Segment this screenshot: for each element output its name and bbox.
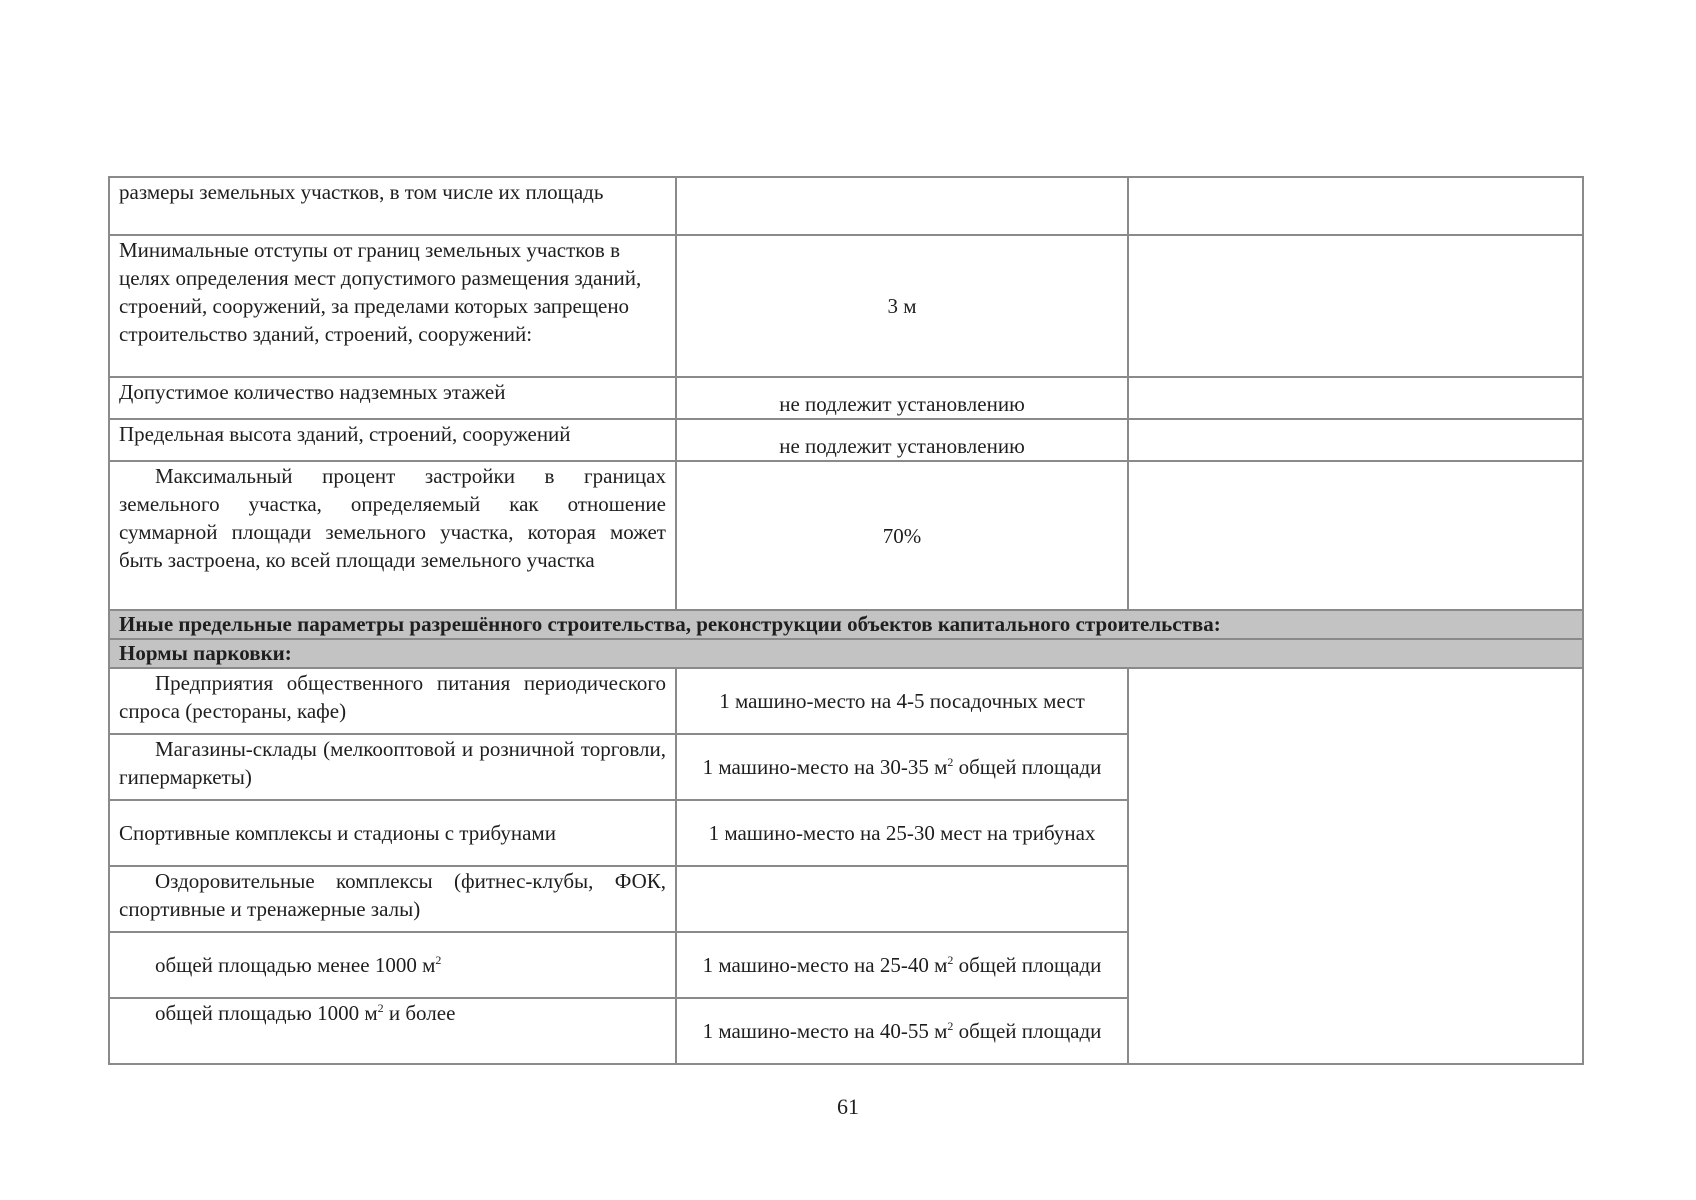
table-row [109,668,1583,734]
parameter-cell: Магазины-склады (мелкооптовой и розничной торговли, гипермаркеты) [109,734,676,800]
parameter-cell: общей площадью 1000 $м^2$ и более [109,998,676,1064]
value-cell: не подлежит установлению [676,377,1128,419]
note-cell [1128,177,1583,235]
note-cell [1128,461,1583,610]
note-cell [1128,235,1583,377]
parameter-cell: общей площадью менее 1000 $м^2$ [109,932,676,998]
value-cell: 3 м [676,235,1128,377]
value-cell [676,177,1128,235]
parameter-cell: Предприятия общественного питания периодического спроса (рестораны, кафе) [109,668,676,734]
parameter-cell: Допустимое количество надземных этажей [109,377,676,419]
value-cell: 1 машино-место на 25-30 мест на трибунах [676,800,1128,866]
section-header-row [109,610,1583,639]
table-row [109,377,1583,419]
parameter-cell: Максимальный процент застройки в границах земельного участка, определяемый как отношение суммарной площади земельного участка, которая может быть застроена, ко всей площади земельного участка [109,461,676,610]
value-cell: не подлежит установлению [676,419,1128,461]
value-cell: 70% [676,461,1128,610]
table-row [109,177,1583,235]
value-cell [676,866,1128,932]
zoning-parameters-table [108,176,1584,1065]
note-cell [1128,377,1583,419]
value-cell: 1 машино-место на 4-5 посадочных мест [676,668,1128,734]
note-cell [1128,419,1583,461]
parameter-cell: размеры земельных участков, в том числе их площадь [109,177,676,235]
page-number: 61 [837,1094,859,1119]
section-header-row [109,639,1583,668]
parameter-cell: Спортивные комплексы и стадионы с трибунами [109,800,676,866]
table-row [109,235,1583,377]
value-cell: 1 машино-место на 30-35 $м^2$ общей площади [676,734,1128,800]
parameter-cell: Оздоровительные комплексы (фитнес-клубы, ФОК, спортивные и тренажерные залы) [109,866,676,932]
section-header-other-params: Иные предельные параметры разрешённого строительства, реконструкции объектов капитального строительства: [109,610,1583,639]
section-header-parking: Нормы парковки: [109,639,1583,668]
value-cell: 1 машино-место на 25-40 $м^2$ общей площади [676,932,1128,998]
table-row [109,419,1583,461]
table-row [109,461,1583,610]
parameter-cell: Минимальные отступы от границ земельных участков в целях определения мест допустимого размещения зданий, строений, сооружений, за пределами которых запрещено строительство зданий, строений, сооружений: [109,235,676,377]
parameter-cell: Предельная высота зданий, строений, сооружений [109,419,676,461]
note-cell-merged [1128,668,1583,1064]
value-cell: 1 машино-место на 40-55 $м^2$ общей площади [676,998,1128,1064]
